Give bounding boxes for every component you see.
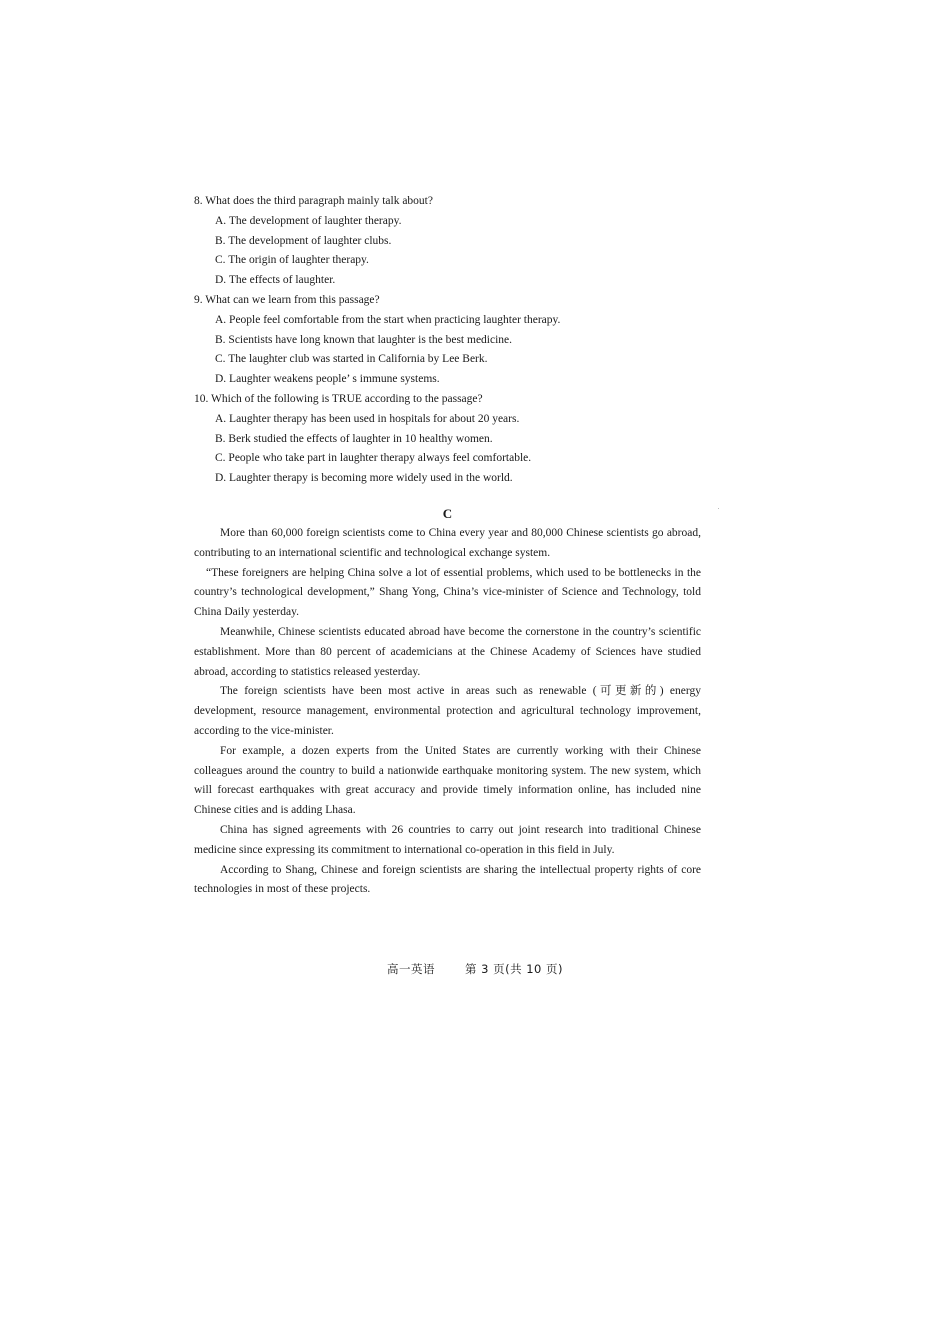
question-stem: 9. What can we learn from this passage? <box>194 293 380 306</box>
answer-option: B. Berk studied the effects of laughter in 10 healthy women. <box>215 432 493 445</box>
scan-speck <box>718 508 719 509</box>
answer-option: D. Laughter weakens people’ s immune systems. <box>215 373 440 386</box>
page-footer <box>0 961 950 977</box>
answer-option: A. Laughter therapy has been used in hospitals for about 20 years. <box>215 412 520 425</box>
question-list <box>194 192 701 489</box>
question-8 <box>194 192 701 291</box>
passage-paragraph: Meanwhile, Chinese scientists educated abroad have become the cornerstone in the country’s scientific establishment. More than 80 percent of academicians at the Chinese Academy of Sciences have studied abroad, according to statistics released yesterday. <box>194 625 701 678</box>
reading-passage <box>194 524 701 900</box>
passage-paragraph: More than 60,000 foreign scientists come to China every year and 80,000 Chinese scientists go abroad, contributing to an international scientific and technological exchange system. <box>194 526 701 559</box>
exam-page <box>194 192 701 900</box>
question-9 <box>194 291 701 390</box>
passage-paragraph: The foreign scientists have been most active in areas such as renewable (可更新的) energy development, resource management, environmental protection and agricultural technology improvement, according to the vice-minister. <box>194 685 701 737</box>
answer-option: C. People who take part in laughter therapy always feel comfortable. <box>215 452 532 465</box>
footer-page-number: 第 3 页(共 10 页) <box>464 962 564 976</box>
answer-option: C. The origin of laughter therapy. <box>215 254 369 267</box>
answer-option: D. The effects of laughter. <box>215 274 336 287</box>
answer-option: B. The development of laughter clubs. <box>215 234 392 247</box>
answer-option: D. Laughter therapy is becoming more widely used in the world. <box>215 472 513 485</box>
passage-paragraph: According to Shang, Chinese and foreign scientists are sharing the intellectual property rights of core technologies in most of these projects. <box>194 863 701 896</box>
passage-paragraph: China has signed agreements with 26 countries to carry out joint research into traditional Chinese medicine since expressing its commitment to international co-operation in this field in July. <box>194 823 701 856</box>
answer-option: C. The laughter club was started in California by Lee Berk. <box>215 353 488 366</box>
passage-paragraph: “These foreigners are helping China solve a lot of essential problems, which used to be bottlenecks in the country’s technological development,” Shang Yong, China’s vice-minister of Science and Technology, told China Daily yesterday. <box>194 566 701 619</box>
section-title: C <box>442 505 453 521</box>
question-stem: 8. What does the third paragraph mainly talk about? <box>194 195 433 207</box>
question-10 <box>194 390 701 489</box>
answer-option: A. The development of laughter therapy. <box>215 214 402 227</box>
answer-option: B. Scientists have long known that laughter is the best medicine. <box>215 333 513 346</box>
question-stem: 10. Which of the following is TRUE according to the passage? <box>194 392 483 405</box>
answer-option: A. People feel comfortable from the start when practicing laughter therapy. <box>215 313 561 326</box>
footer-subject: 高一英语 <box>386 962 435 976</box>
passage-paragraph: For example, a dozen experts from the United States are currently working with their Chinese colleagues around the country to build a nationwide earthquake monitoring system. The new system, which will forecast earthquakes with great accuracy and provide timely information online, has included nine Chinese cities and is adding Lhasa. <box>194 744 701 817</box>
